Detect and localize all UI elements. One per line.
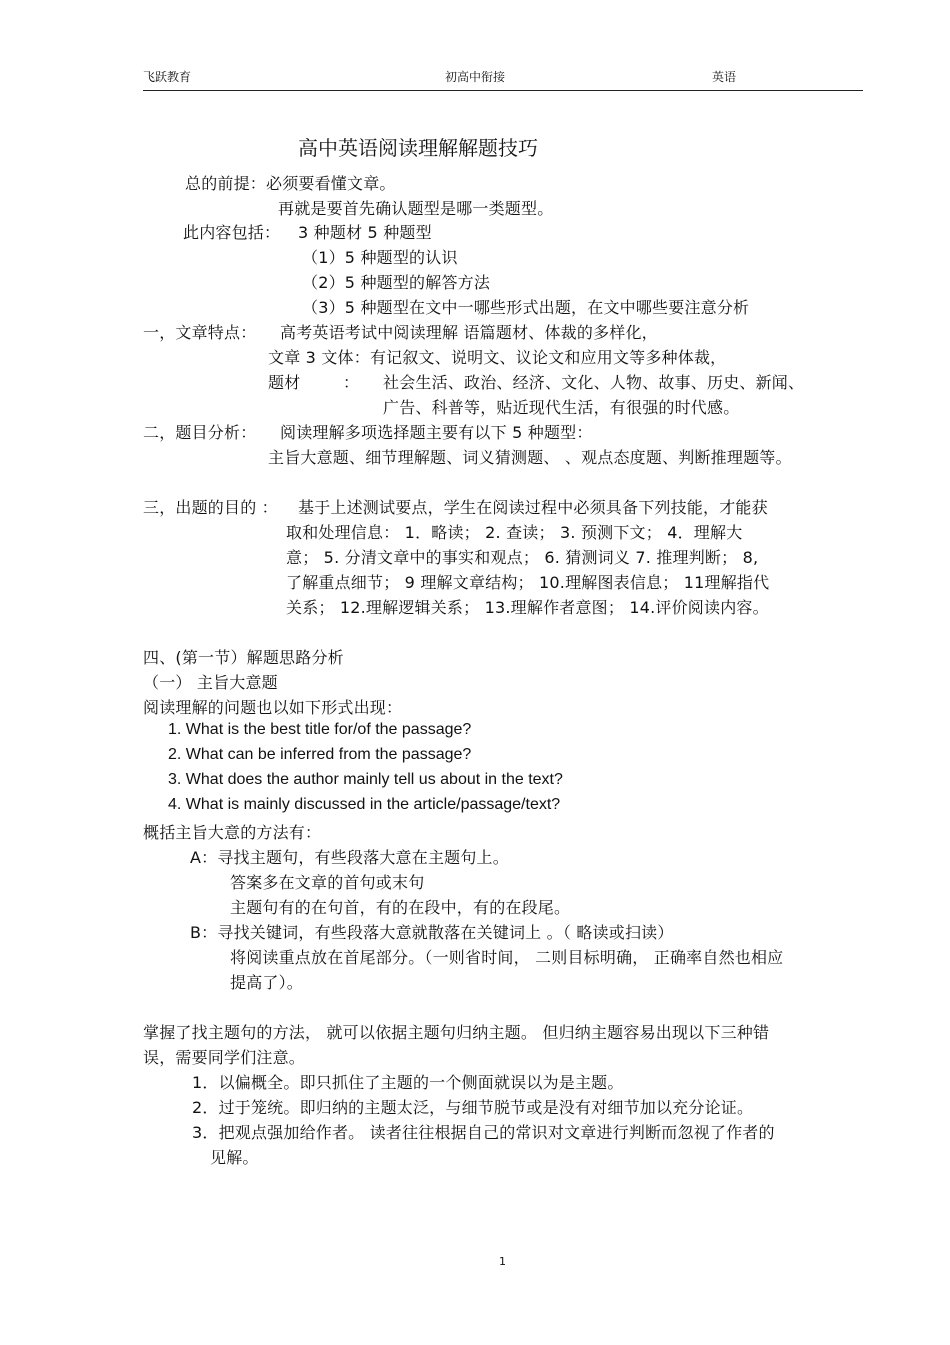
section1-line3: 社会生活、政治、经济、文化、人物、故事、历史、新闻、 bbox=[383, 373, 805, 392]
section1-line2: 文章 3 文体：有记叙文、说明文、议论文和应用文等多种体裁， bbox=[268, 348, 727, 367]
contents-summary: 3 种题材 5 种题型 bbox=[298, 223, 432, 242]
section3-line2: 取和处理信息： 1．略读； 2. 查读； 3. 预测下文； 4．理解大 bbox=[286, 523, 743, 542]
section3-line3: 意； 5. 分清文章中的事实和观点； 6. 猜测词义 7. 推理判断； 8, bbox=[286, 548, 759, 567]
section3-line4: 了解重点细节； 9 理解文章结构； 10.理解图表信息； 11理解指代 bbox=[286, 573, 770, 592]
premise-label: 总的前提：必须要看懂文章。 bbox=[185, 174, 396, 193]
premise-line2: 再就是要首先确认题型是哪一类题型。 bbox=[278, 199, 554, 218]
method-b-line2: 将阅读重点放在首尾部分。（一则省时间， 二则目标明确， 正确率自然也相应 bbox=[230, 948, 784, 967]
document-title: 高中英语阅读理解解题技巧 bbox=[298, 136, 538, 160]
question-item: 3. What does the author mainly tell us about in the text? bbox=[168, 771, 563, 788]
error-item: 1．以偏概全。即只抓住了主题的一个侧面就误以为是主题。 bbox=[192, 1073, 624, 1092]
section1-line4: 广告、科普等，贴近现代生活，有很强的时代感。 bbox=[383, 398, 740, 417]
question-item: 4. What is mainly discussed in the article/passage/text? bbox=[168, 796, 561, 813]
section3-line5: 关系； 12.理解逻辑关系； 13.理解作者意图； 14.评价阅读内容。 bbox=[286, 598, 769, 617]
contents-item-3: （3）5 种题型在文中一哪些形式出题，在文中哪些要注意分析 bbox=[302, 298, 750, 317]
summary-line1: 掌握了找主题句的方法， 就可以依据主题句归纳主题。 但归纳主题容易出现以下三种错 bbox=[143, 1023, 770, 1042]
header-right: 英语 bbox=[712, 70, 737, 84]
section1-line1: 高考英语考试中阅读理解 语篇题材、体裁的多样化， bbox=[280, 323, 658, 342]
header-center: 初高中衔接 bbox=[445, 70, 506, 84]
section1-label: 一，文章特点： bbox=[143, 323, 257, 342]
section1-line3-label: 题材 bbox=[268, 373, 301, 392]
section4-intro: 阅读理解的问题也以如下形式出现： bbox=[143, 698, 403, 717]
section2-line1: 阅读理解多项选择题主要有以下 5 种题型： bbox=[280, 423, 593, 442]
section3-label: 三，出题的目的 ： bbox=[143, 498, 278, 517]
method-b-line1: B：寻找关键词，有些段落大意就散落在关键词上 。（ 略读或扫读） bbox=[190, 923, 674, 942]
contents-item-1: （1）5 种题型的认识 bbox=[302, 248, 458, 267]
method-b-line3: 提高了）。 bbox=[230, 973, 304, 992]
summary-line2: 误，需要同学们注意。 bbox=[143, 1048, 306, 1067]
section3-line1: 基于上述测试要点，学生在阅读过程中必须具备下列技能，才能获 bbox=[298, 498, 768, 517]
error-item-continuation: 见解。 bbox=[210, 1148, 259, 1167]
error-item: 2．过于笼统。即归纳的主题太泛，与细节脱节或是没有对细节加以充分论证。 bbox=[192, 1098, 754, 1117]
header-rule bbox=[143, 90, 863, 91]
contents-label: 此内容包括： bbox=[183, 223, 281, 242]
header-left: 飞跃教育 bbox=[143, 70, 192, 84]
question-item: 1. What is the best title for/of the passage? bbox=[168, 721, 472, 738]
error-item: 3．把观点强加给作者。 读者往往根据自己的常识对文章进行判断而忽视了作者的 bbox=[192, 1123, 775, 1142]
method-a-line3: 主题句有的在句首，有的在段中，有的在段尾。 bbox=[230, 898, 571, 917]
question-item: 2. What can be inferred from the passage? bbox=[168, 746, 472, 763]
section4-heading: 四、(第一节）解题思路分析 bbox=[143, 648, 344, 667]
section2-line2: 主旨大意题、细节理解题、词义猜测题、 、观点态度题、判断推理题等。 bbox=[268, 448, 792, 467]
method-a-line1: A：寻找主题句，有些段落大意在主题句上。 bbox=[190, 848, 509, 867]
contents-item-2: （2）5 种题型的解答方法 bbox=[302, 273, 491, 292]
section1-line3-colon: ： bbox=[343, 373, 360, 392]
section2-label: 二，题目分析： bbox=[143, 423, 257, 442]
methods-label: 概括主旨大意的方法有： bbox=[143, 823, 322, 842]
page-number: 1 bbox=[499, 1255, 506, 1268]
section4-subheading: （一） 主旨大意题 bbox=[143, 673, 278, 692]
method-a-line2: 答案多在文章的首句或末句 bbox=[230, 873, 425, 892]
